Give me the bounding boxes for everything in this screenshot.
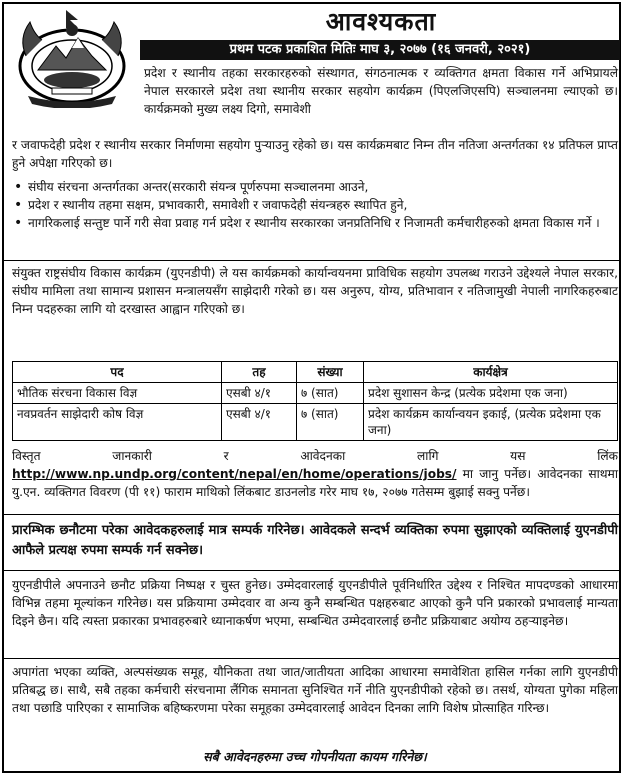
application-instructions: [12, 447, 618, 501]
undp-partnership-paragraph: संयुक्त राष्ट्रसंघीय विकास कार्यक्रम (युएनडीपी) ले यस कार्यक्रमको कार्यान्वयनमा प्राविधिक सहयोग उपलब्ध गराउने उद्देश्यले नेपाल सरकार, संघीय मामिला तथा सामान्य प्रशासन मन्त्रालयसँग साझेदारी गरेको छ। यस अनुरुप, योग्य, प्रतिभावान र नतिजामुखी नेपाली नागरिकहरुबाट निम्न पदहरुका लागि यो दरखास्त आह्वान गरिएको छ।: [12, 266, 618, 316]
post-duty-station: प्रदेश सुशासन केन्द्र (प्रत्येक प्रदेशमा एक जना): [364, 383, 618, 404]
program-outcomes-list: [12, 178, 618, 232]
table-row: [13, 404, 618, 441]
post-duty-station: प्रदेश कार्यक्रम कार्यान्वयन इकाई, (प्रत्येक प्रदेशमा एक जना): [364, 404, 618, 441]
section-divider: [4, 570, 619, 571]
section-divider: [4, 514, 619, 515]
confidentiality-footer: सबै आवेदनहरुमा उच्च गोपनीयता कायम गरिनेछ।: [203, 749, 427, 764]
page-title: आवश्यकता: [325, 7, 437, 36]
job-advertisement: [2, 2, 621, 773]
column-header-count: संख्या: [297, 362, 364, 383]
list-item: • नागरिकलाई सन्तुष्ट पार्ने गरी सेवा प्रवाह गर्न प्रदेश र स्थानीय सरकारका जनप्रतिनिधि र निजामती कर्मचारीहरुको क्षमता विकास गर्ने ।: [12, 214, 618, 232]
intro-paragraph-first: प्रदेश र स्थानीय तहका सरकारहरुको संस्थागत, संगठनात्मक र व्यक्तिगत क्षमता विकास गर्ने अभिप्रायले नेपाल सरकारले प्रदेश तथा स्थानीय सरकार सहयोग कार्यक्रम (पिएलजिएसपि) सञ्चालनमा ल्याएको छ। कार्यक्रमको मुख्य लक्ष्य दिगो, समावेशी: [144, 66, 618, 116]
posts-table: [12, 361, 618, 441]
table-header-row: [13, 362, 618, 383]
application-text-before-link: विस्तृत जानकारी र आवेदनका लागि यस लिंक: [12, 449, 618, 463]
column-header-level: तह: [222, 362, 297, 383]
section-divider: [4, 260, 619, 261]
list-item: • संघीय संरचना अन्तर्गतका अन्तर(सरकारी संयन्त्र पूर्णरुपमा सञ्चालनमा आउने,: [12, 178, 618, 196]
selection-process-paragraph: युएनडीपीले अपनाउने छनौट प्रक्रिया निष्पक्ष र चुस्त हुनेछ। उम्मेदवारलाई युएनडीपीले पूर्वनिर्धारित उद्देश्य र निश्चित मापदण्डको आधारमा विभिन्न तहमा मूल्यांकन गरिनेछ। यस प्रक्रियामा उम्मेदवार वा अन्य कुनै सम्बन्धित पक्षहरुबाट आएको कुनै पनि प्रकारको प्रभावलाई मान्यता दिइने छैन। यदि त्यस्ता प्रकारका प्रभावहरुबारे ध्यानाकर्षण भएमा, सम्बन्धित उम्मेदवारलाई छनौट प्रक्रियाबाट अयोग्य ठहऱ्याइनेछ।: [12, 578, 618, 628]
inclusion-paragraph: अपागंता भएका व्यक्ति, अल्पसंख्यक समूह, यौनिकता तथा जात/जातीयता आदिका आधारमा समावेशिता हासिल गर्नका लागि युएनडीपी प्रतिबद्ध छ। साथै, सबै तहका कर्मचारी संरचनामा लैंगिक समानता सुनिश्चित गर्ने नीति युएनडीपीको रहेको छ। तसर्थ, योग्यता पुगेका महिला तथा पछाडि पारिएका र सामाजिक बहिष्करणमा परेका समूहका उम्मेदवारलाई आवेदन दिनका लागि विशेष प्रोत्साहित गरिन्छ।: [12, 665, 618, 715]
post-count: ७ (सात): [297, 383, 364, 404]
column-header-duty-station: कार्यक्षेत्र: [364, 362, 618, 383]
undp-jobs-link[interactable]: http://www.np.undp.org/content/nepal/en/home/operations/jobs/: [12, 467, 457, 481]
table-row: [13, 383, 618, 404]
list-item: • प्रदेश र स्थानीय तहमा सक्षम, प्रभावकारी, समावेशी र जवाफदेही संयन्त्रहरु स्थापित हुने,: [12, 196, 618, 214]
post-title: भौतिक संरचना विकास विज्ञ: [13, 383, 222, 404]
application-text-after-link: मा जानु पर्नेछ। आवेदनका साथमा यु.एन. व्यक्तिगत विवरण (पी ११) फाराम माथिको लिंकबाट डाउनलोड गरेर माघ १७, २०७७ गतेसम्म बुझाई सक्नु पर्नेछ।: [12, 467, 618, 499]
post-level: एसबी ४/१: [222, 383, 297, 404]
intro-paragraph-second: र जवाफदेही प्रदेश र स्थानीय सरकार निर्माणमा सहयोग पुऱ्याउनु रहेको छ। यस कार्यक्रमबाट निम्न तीन नतिजा अन्तर्गतका १४ प्रतिफल प्राप्त हुने अपेक्षा गरिएको छ।: [12, 138, 618, 170]
publication-date-bar: प्रथम पटक प्रकाशित मितिः माघ ३, २०७७ (१६ जनवरी, २०२१): [140, 40, 620, 60]
nepal-government-emblem-icon: [8, 8, 136, 108]
post-count: ७ (सात): [297, 404, 364, 441]
post-title: नवप्रवर्तन साझेदारी कोष विज्ञ: [13, 404, 222, 441]
section-divider: [4, 658, 619, 659]
column-header-post: पद: [13, 362, 222, 383]
shortlist-notice: प्रारम्भिक छनौटमा परेका आवेदकहरुलाई मात्र सम्पर्क गरिनेछ। आवेदकले सन्दर्भ व्यक्तिका रुपमा सुझाएको व्यक्तिलाई युएनडीपी आफैले प्रत्यक्ष रुपमा सम्पर्क गर्न सक्नेछ।: [12, 523, 618, 558]
post-level: एसबी ४/१: [222, 404, 297, 441]
